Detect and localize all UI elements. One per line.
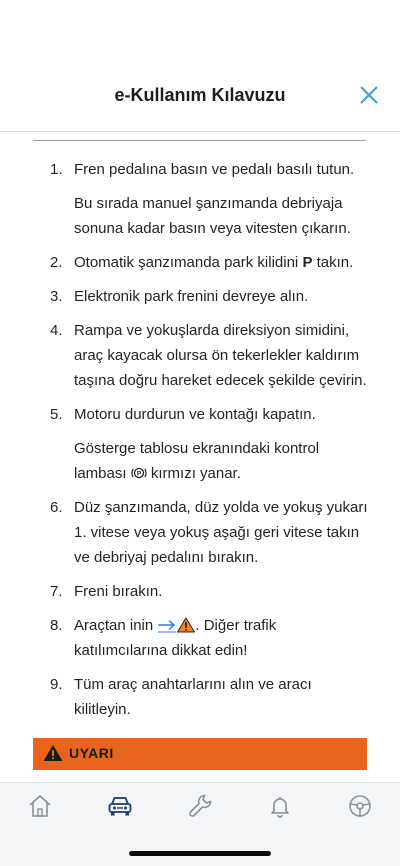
manual-content[interactable] bbox=[0, 132, 400, 782]
svg-text:P: P bbox=[136, 470, 141, 478]
section-divider bbox=[33, 140, 366, 141]
warning-header bbox=[33, 738, 367, 770]
list-item bbox=[0, 495, 400, 570]
warning-body-cutoff bbox=[33, 773, 367, 782]
steering-wheel-icon bbox=[346, 792, 374, 820]
step-text-part: Araçtan inin bbox=[74, 617, 158, 634]
parking-brake-lamp-icon bbox=[131, 466, 147, 480]
step-number: 9. bbox=[50, 676, 63, 693]
step-note: Bu sırada manuel şanzımanda debriyaja sonuna kadar basın veya vitesten çıkarın. bbox=[74, 195, 351, 237]
step-text-part: . Diğer trafik katılımcılarına dikkat edin! bbox=[74, 617, 277, 659]
list-item bbox=[0, 318, 400, 393]
step-text: Düz şanzımanda, düz yolda ve yokuş yukarı 1. vitese veya yokuş aşağı geri vitese takın ve debriyaj pedalını bırakın. bbox=[74, 499, 368, 566]
warning-triangle-icon bbox=[43, 744, 63, 762]
page-title: e-Kullanım Kılavuzu bbox=[114, 85, 286, 105]
step-text-part: takın. bbox=[312, 254, 354, 271]
arrow-right-icon bbox=[157, 617, 177, 633]
warning-link[interactable] bbox=[157, 617, 195, 634]
bell-icon bbox=[266, 792, 294, 820]
step-text: Elektronik park frenini devreye alın. bbox=[74, 288, 309, 305]
warning-triangle-icon bbox=[177, 617, 195, 633]
step-number: 5. bbox=[50, 406, 63, 423]
tab-assistance[interactable] bbox=[346, 792, 374, 820]
step-text: Rampa ve yokuşlarda direksiyon simidini, araç kayacak olursa ön tekerlekler kaldırım taşına doğru hareket edecek şekilde çevirin. bbox=[74, 322, 367, 389]
step-number: 2. bbox=[50, 254, 63, 271]
step-text bbox=[74, 613, 372, 663]
list-item bbox=[0, 579, 400, 604]
step-text: Freni bırakın. bbox=[74, 583, 163, 600]
step-text: Tüm araç anahtarlarını alın ve aracı kilitleyin. bbox=[74, 676, 312, 718]
step-list bbox=[0, 157, 400, 722]
step-number: 1. bbox=[50, 161, 63, 178]
step-number: 8. bbox=[50, 617, 63, 634]
tab-vehicle[interactable] bbox=[106, 792, 134, 820]
step-text: Motoru durdurun ve kontağı kapatın. bbox=[74, 406, 316, 423]
step-number: 4. bbox=[50, 322, 63, 339]
home-icon bbox=[26, 792, 54, 820]
step-text-part: Otomatik şanzımanda park kilidini bbox=[74, 254, 303, 271]
step-note-part: Gösterge tablosu ekranındaki kontrol lambası bbox=[74, 440, 320, 482]
home-indicator[interactable] bbox=[129, 851, 271, 856]
warning-label: UYARI bbox=[69, 745, 114, 761]
close-icon bbox=[358, 84, 380, 106]
list-item bbox=[0, 672, 400, 722]
list-item bbox=[0, 157, 400, 182]
list-item bbox=[0, 250, 400, 275]
tab-home[interactable] bbox=[26, 792, 54, 820]
step-number: 7. bbox=[50, 583, 63, 600]
step-number: 3. bbox=[50, 288, 63, 305]
tab-notifications[interactable] bbox=[266, 792, 294, 820]
close-button[interactable] bbox=[358, 84, 380, 106]
list-item bbox=[0, 613, 400, 663]
step-number: 6. bbox=[50, 499, 63, 516]
header-bar bbox=[0, 0, 400, 132]
tab-service[interactable] bbox=[186, 792, 214, 820]
car-icon bbox=[106, 792, 134, 820]
step-note-part: kırmızı yanar. bbox=[146, 465, 241, 482]
list-item bbox=[0, 402, 400, 427]
step-note bbox=[0, 436, 400, 486]
step-text: Fren pedalına basın ve pedalı basılı tutun. bbox=[74, 161, 355, 178]
step-text bbox=[74, 250, 372, 275]
wrench-icon bbox=[186, 792, 214, 820]
park-gear-label: P bbox=[302, 254, 313, 271]
list-item bbox=[0, 284, 400, 309]
